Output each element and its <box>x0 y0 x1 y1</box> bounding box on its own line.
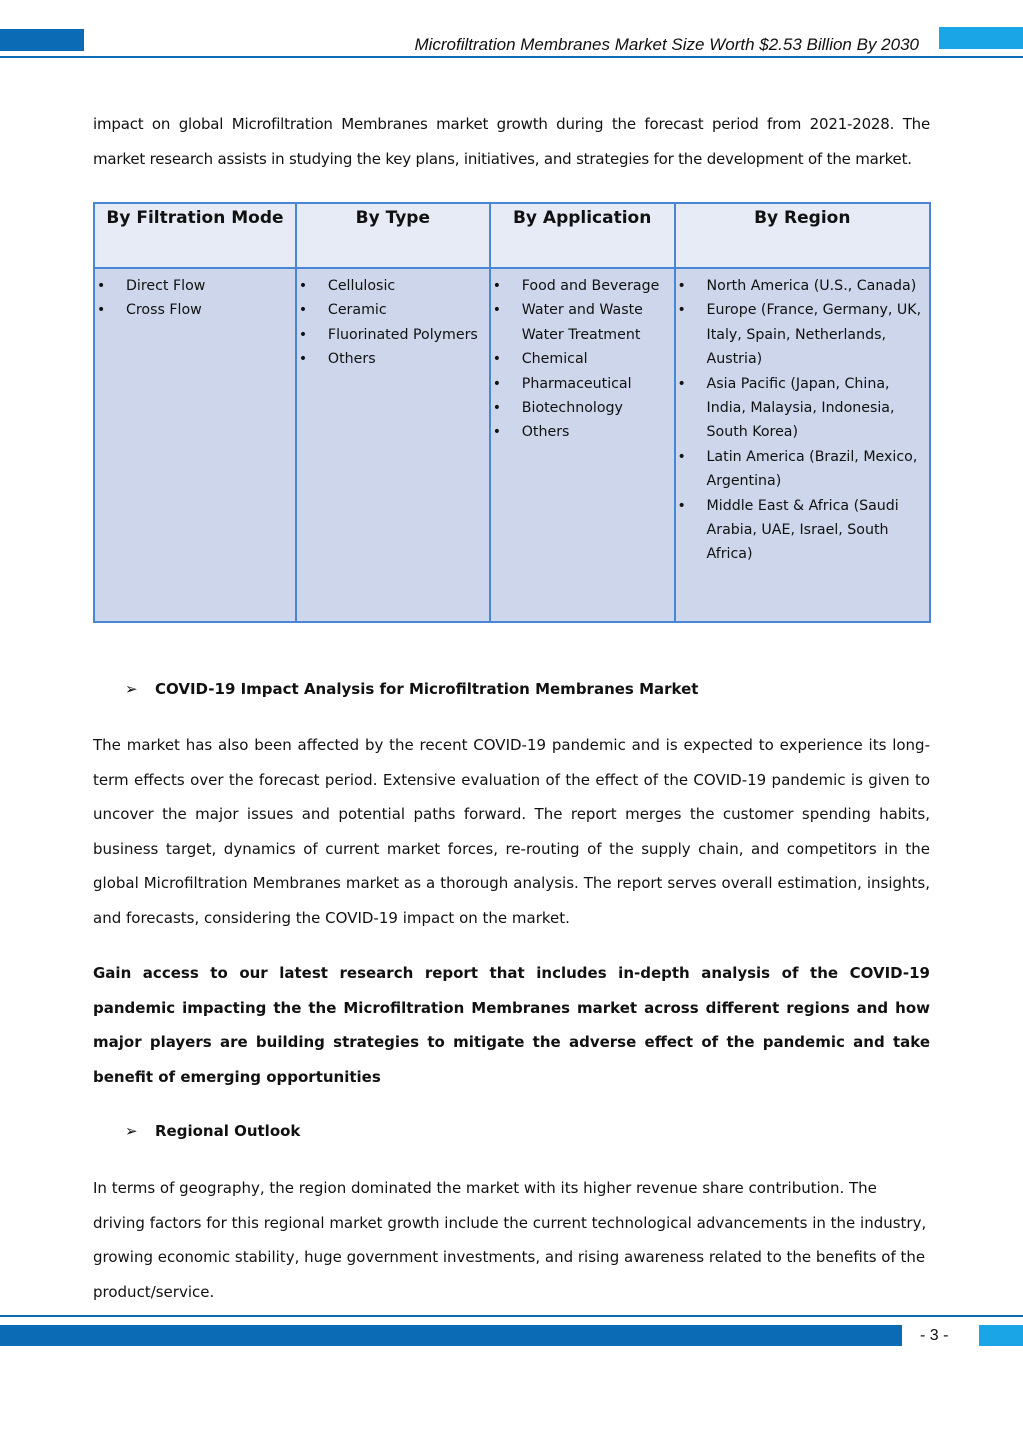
list-item: • Pharmaceutical <box>491 372 674 396</box>
header-accent-right <box>939 27 1023 49</box>
column-header-application: By Application <box>490 203 675 268</box>
list-item: • Fluorinated Polymers <box>297 323 489 347</box>
header-divider <box>0 56 1023 58</box>
intro-paragraph: impact on global Microfiltration Membranes market growth during the forecast period from 2021-2028. The market research assists in studying the key plans, initiatives, and strategies for the development of the market. <box>93 115 930 168</box>
report-access-callout: Gain access to our latest research report that includes in-depth analysis of the COVID-19 pandemic impacting the the Microfiltration Membranes market across different regions and how major players are building strategies to mitigate the adverse effect of the pandemic and take benefit of emerging opportunities <box>93 964 930 1086</box>
region-list <box>676 274 929 567</box>
filtration-mode-list <box>95 274 295 323</box>
page-header-title: Microfiltration Membranes Market Size Worth $2.53 Billion By 2030 <box>414 35 919 54</box>
arrow-bullet-icon: ➢ <box>125 1122 138 1140</box>
covid-heading-text: COVID-19 Impact Analysis for Microfiltration Membranes Market <box>155 680 699 698</box>
regional-paragraph: In terms of geography, the region dominated the market with its higher revenue share contribution. The driving factors for this regional market growth include the current technological advancements in the industry, growing economic stability, huge government investments, and rising awareness related to the benefits of the product/service. <box>93 1179 927 1301</box>
list-item: • Chemical <box>491 347 674 371</box>
list-item: • Water and Waste Water Treatment <box>491 298 674 347</box>
header-accent-left <box>0 29 84 51</box>
application-list <box>491 274 674 445</box>
list-item: • Latin America (Brazil, Mexico, Argentina) <box>676 445 929 494</box>
application-cell <box>490 268 675 622</box>
list-item: • Biotechnology <box>491 396 674 420</box>
filtration-mode-cell <box>94 268 296 622</box>
regional-heading-text: Regional Outlook <box>155 1122 301 1140</box>
regional-section-heading <box>125 1122 300 1140</box>
list-item: • Ceramic <box>297 298 489 322</box>
list-item: • Middle East & Africa (Saudi Arabia, UAE, Israel, South Africa) <box>676 494 929 567</box>
region-cell <box>675 268 930 622</box>
segmentation-header-row <box>94 203 930 268</box>
footer-accent-bar <box>0 1325 902 1346</box>
footer-divider <box>0 1315 1023 1317</box>
list-item: • Food and Beverage <box>491 274 674 298</box>
type-cell <box>296 268 490 622</box>
column-header-region: By Region <box>675 203 930 268</box>
list-item: • North America (U.S., Canada) <box>676 274 929 298</box>
column-header-type: By Type <box>296 203 490 268</box>
arrow-bullet-icon: ➢ <box>125 680 138 698</box>
page-number: - 3 - <box>920 1327 949 1344</box>
list-item: • Europe (France, Germany, UK, Italy, Spain, Netherlands, Austria) <box>676 298 929 371</box>
list-item: • Cellulosic <box>297 274 489 298</box>
segmentation-table <box>93 202 931 623</box>
list-item: • Others <box>297 347 489 371</box>
footer-accent-right <box>979 1325 1023 1346</box>
list-item: • Asia Pacific (Japan, China, India, Malaysia, Indonesia, South Korea) <box>676 372 929 445</box>
segmentation-body-row <box>94 268 930 622</box>
list-item: • Direct Flow <box>95 274 295 298</box>
column-header-filtration-mode: By Filtration Mode <box>94 203 296 268</box>
list-item: • Others <box>491 420 674 444</box>
list-item: • Cross Flow <box>95 298 295 322</box>
covid-section-heading <box>125 680 698 698</box>
covid-paragraph: The market has also been affected by the recent COVID-19 pandemic and is expected to experience its long-term effects over the forecast period. Extensive evaluation of the effect of the COVID-19 pandemic is given to uncover the major issues and potential paths forward. The report merges the customer spending habits, business target, dynamics of current market forces, re-routing of the supply chain, and competitors in the global Microfiltration Membranes market as a thorough analysis. The report serves overall estimation, insights, and forecasts, considering the COVID-19 impact on the market. <box>93 736 930 927</box>
type-list <box>297 274 489 372</box>
